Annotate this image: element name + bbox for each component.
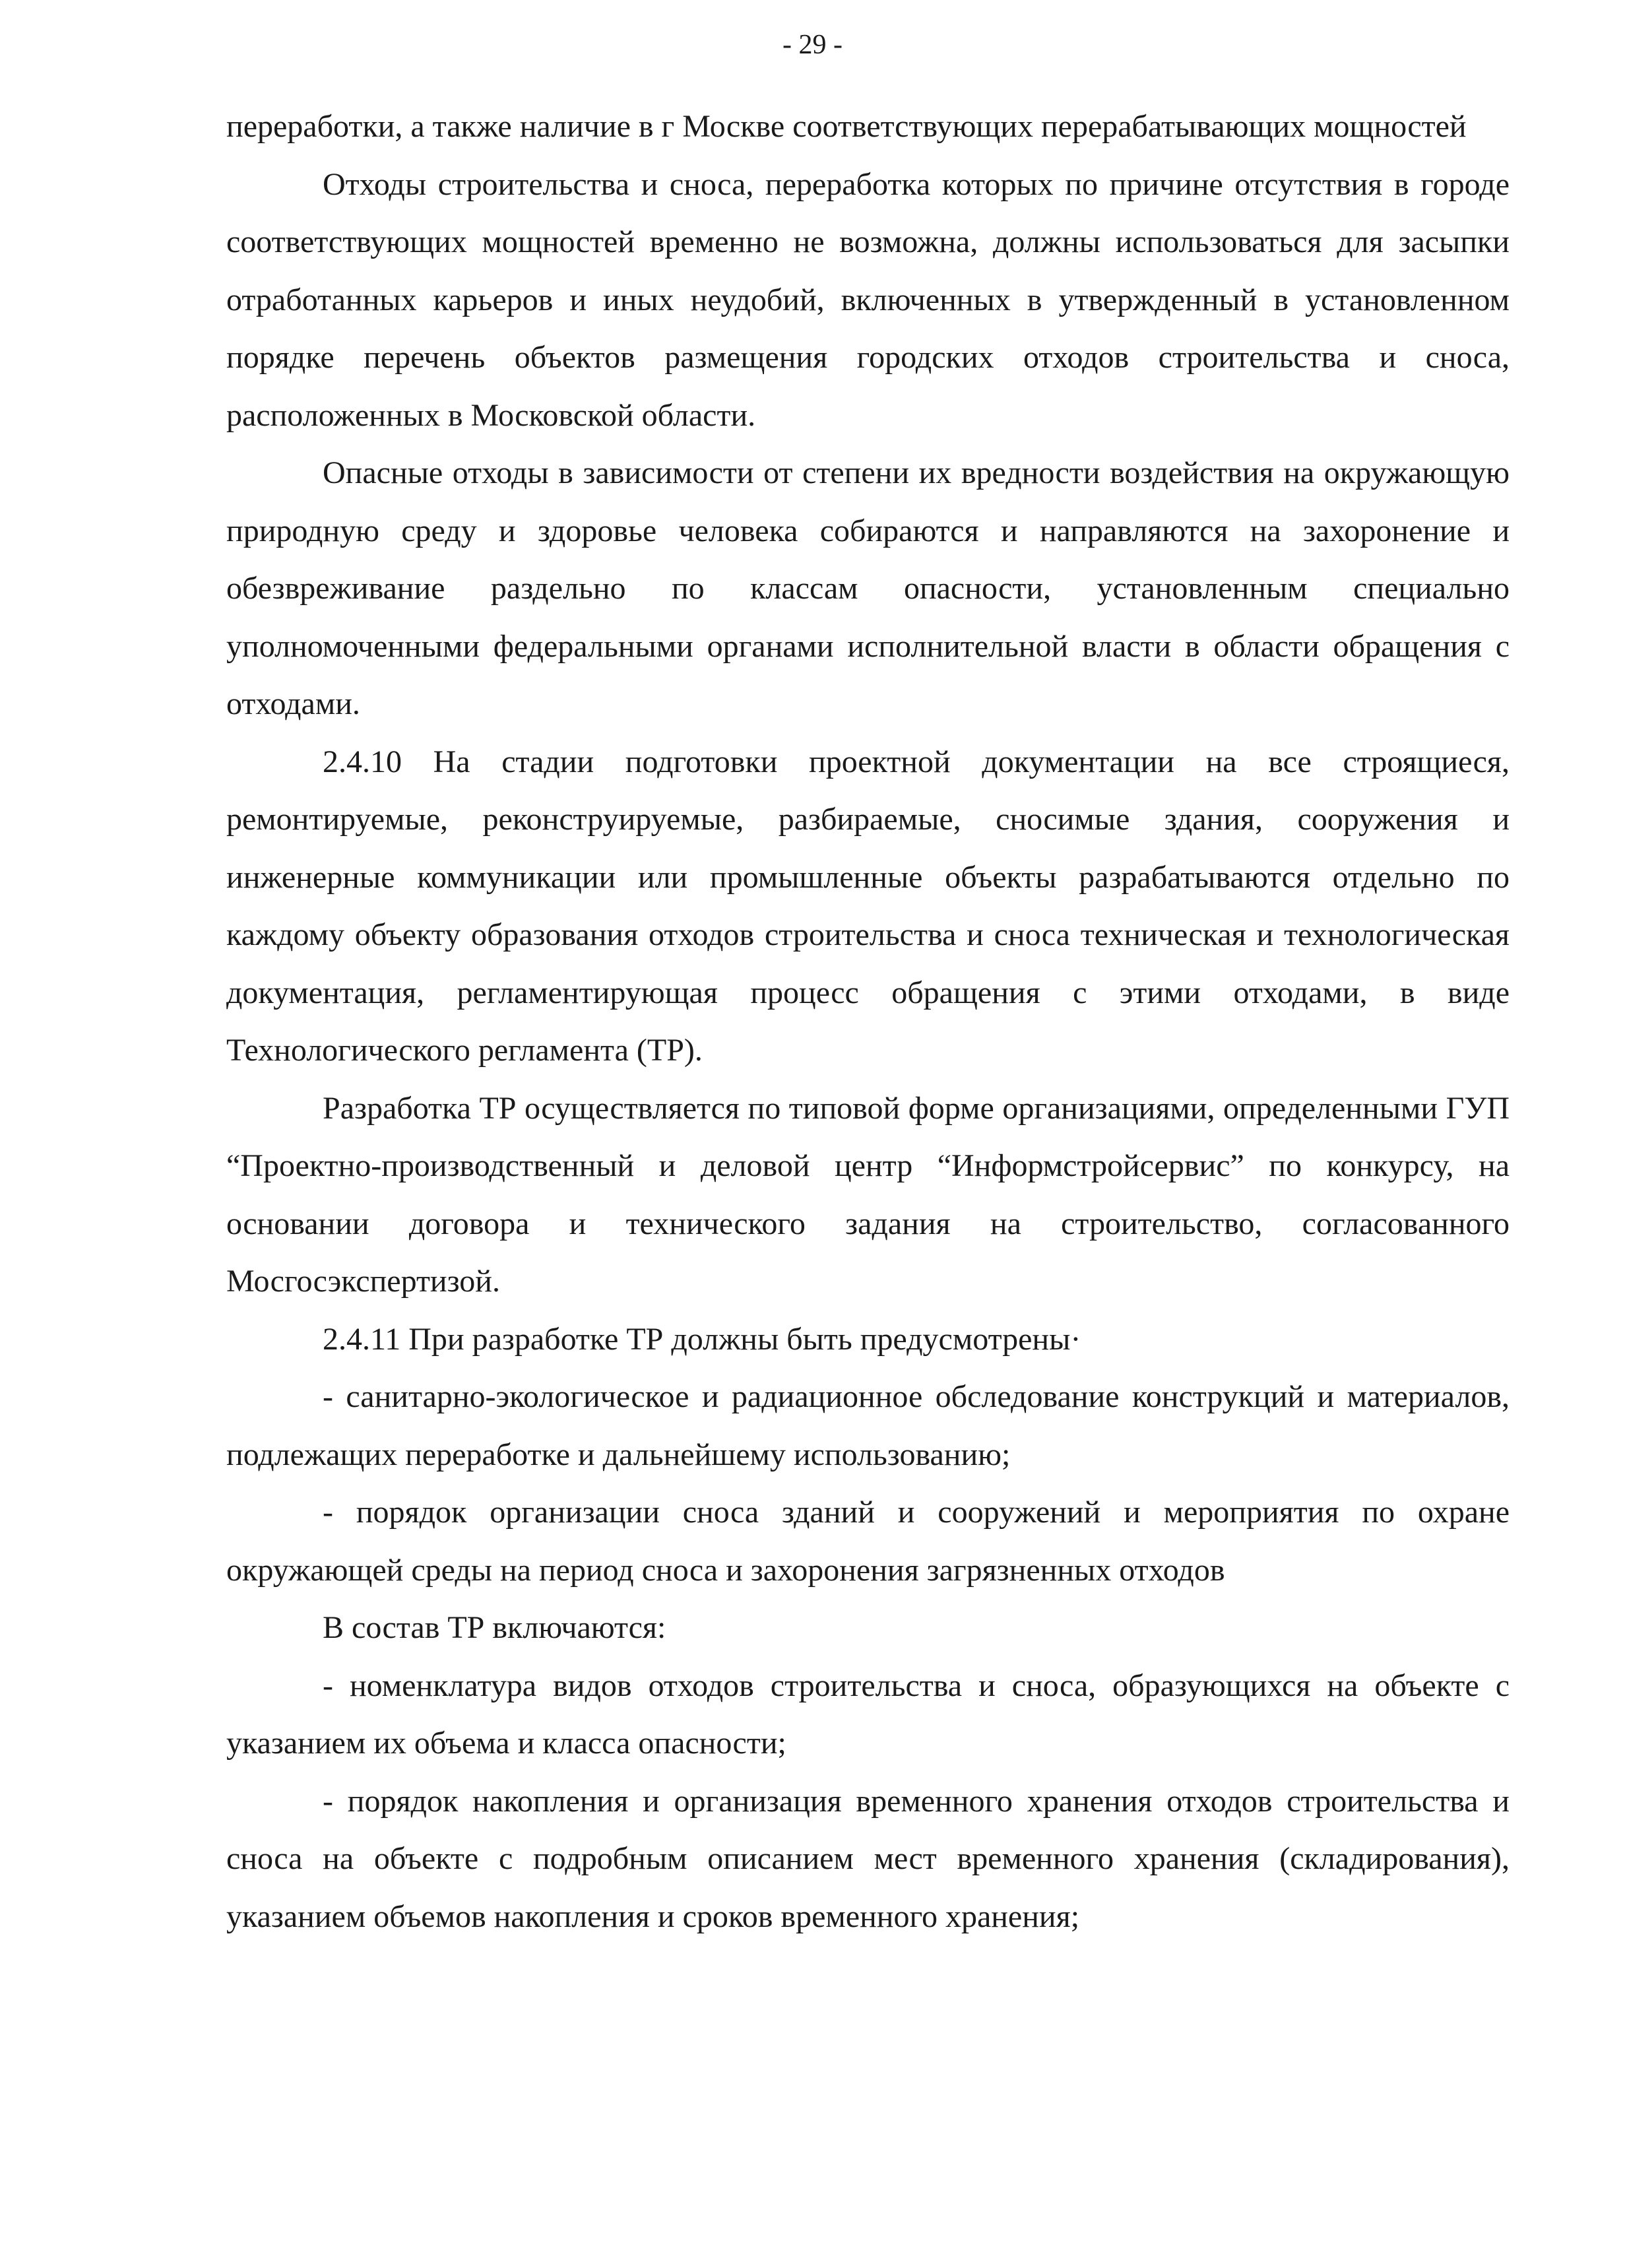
paragraph-construction-waste: Отходы строительства и сноса, переработка которых по причине отсутствия в городе соответствующих мощностей временно не возможна, должны использоваться для засыпки отработанных карьеров и иных неудобий, включенных в утвержденный в установленном порядке перечень объектов размещения городских отходов строительства и сноса, расположенных в Московской области. bbox=[226, 166, 1510, 433]
paragraph-tr-development: Разработка ТР осуществляется по типовой форме организациями, определенными ГУП “Проектно-производственный и деловой центр “Информстройсервис” по конкурсу, на основании договора и технического задания на строительство, согласованного Мосгосэкспертизой. bbox=[226, 1090, 1510, 1299]
page-number: - 29 - bbox=[782, 30, 843, 60]
paragraph-tr-contents: В состав ТР включаются: bbox=[323, 1610, 666, 1645]
paragraph-hazardous-waste: Опасные отходы в зависимости от степени их вредности воздействия на окружающую природную среду и здоровье человека собираются и направляются на захоронение и обезвреживание раздельно по классам опасности, установленным специально уполномоченными федеральными органами исполнительной власти в области обращения с отходами. bbox=[226, 455, 1510, 721]
list-item-waste-storage: - порядок накопления и организация временного хранения отходов строительства и сноса на объекте с подробным описанием мест временного хранения (складирования), указанием объемов накопления и сроков временного хранения; bbox=[226, 1783, 1510, 1934]
document-body bbox=[226, 98, 1510, 1945]
list-item-sanitary-survey: - санитарно-экологическое и радиационное обследование конструкций и материалов, подлежащих переработке и дальнейшему использованию; bbox=[226, 1379, 1510, 1472]
list-item-demolition-order: - порядок организации сноса зданий и сооружений и мероприятия по охране окружающей среды на период сноса и захоронения загрязненных отходов bbox=[226, 1495, 1510, 1588]
paragraph-section-2-4-11: 2.4.11 При разработке ТР должны быть предусмотрены· bbox=[323, 1321, 1081, 1357]
paragraph-section-2-4-10: 2.4.10 На стадии подготовки проектной документации на все строящиеся, ремонтируемые, реконструируемые, разбираемые, сносимые здания, сооружения и инженерные коммуникации или промышленные объекты разрабатываются отдельно по каждому объекту образования отходов строительства и сноса техническая и технологическая документация, регламентирующая процесс обращения с этими отходами, в виде Технологического регламента (ТР). bbox=[226, 744, 1510, 1068]
paragraph-continuation: переработки, а также наличие в г Москве соответствующих перерабатывающих мощностей bbox=[226, 109, 1467, 144]
list-item-waste-nomenclature: - номенклатура видов отходов строительства и сноса, образующихся на объекте с указанием их объема и класса опасности; bbox=[226, 1668, 1510, 1761]
